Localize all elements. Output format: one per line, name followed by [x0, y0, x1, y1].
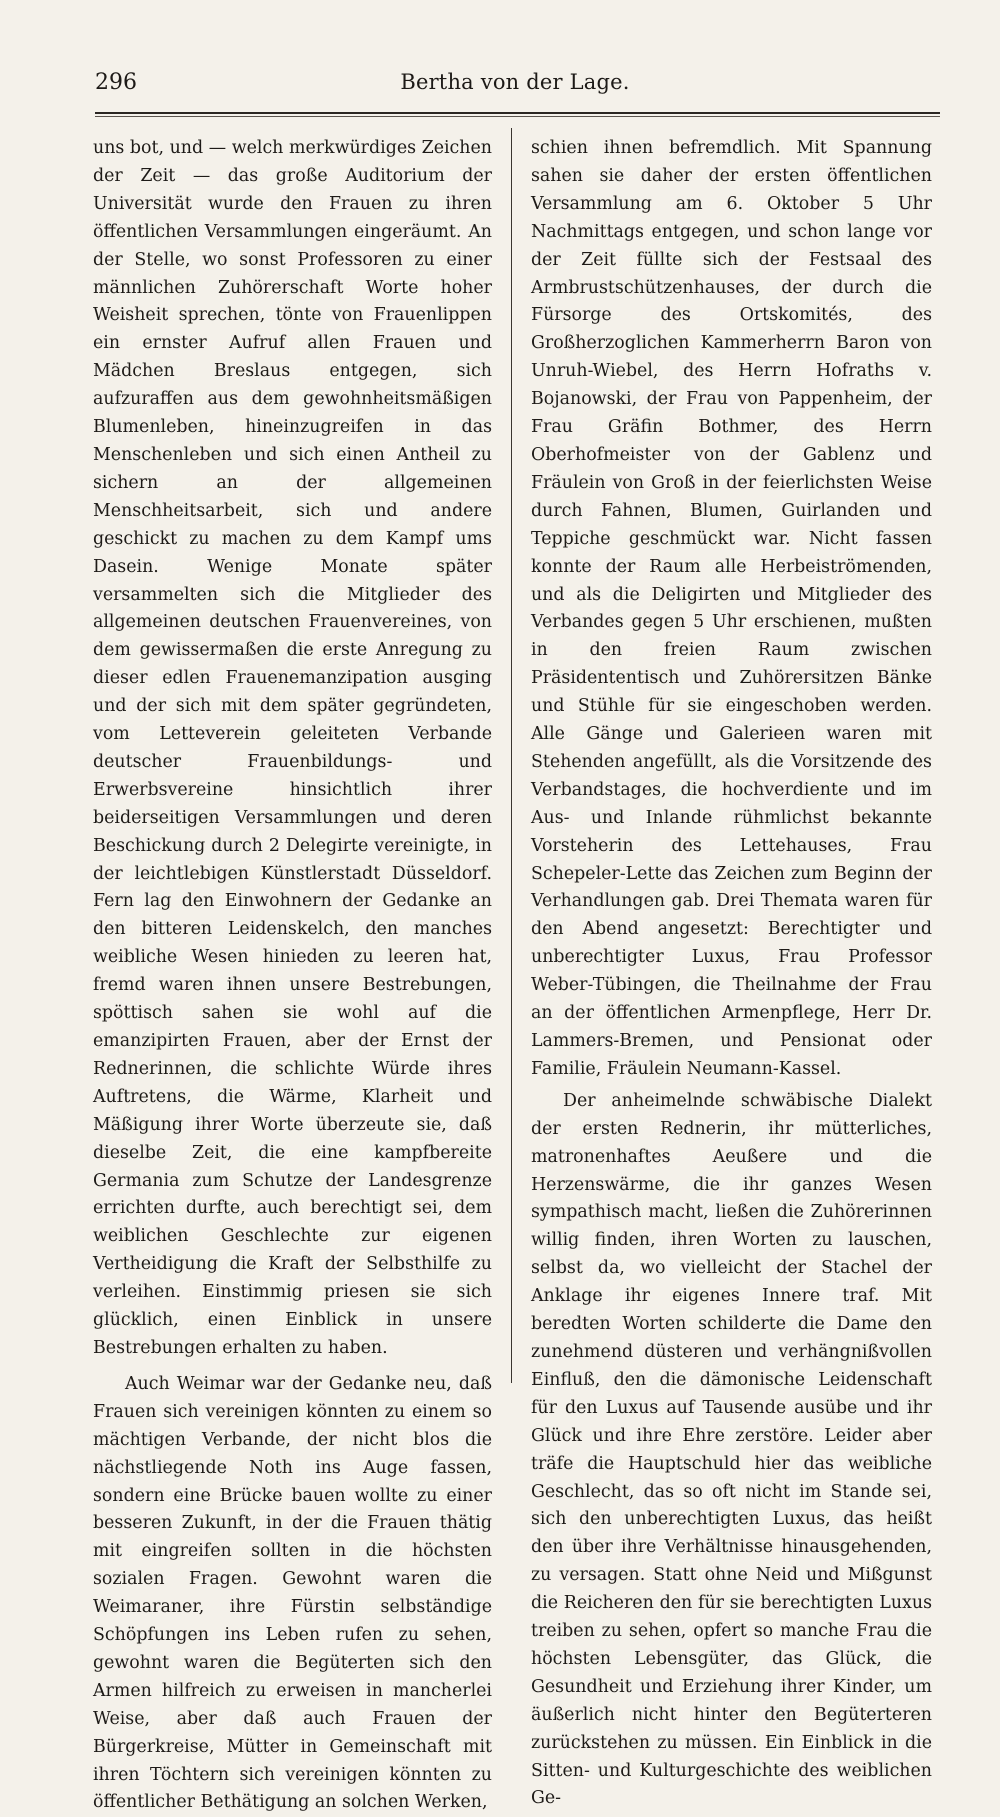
column-divider	[511, 128, 512, 1383]
header-rule	[95, 112, 940, 114]
paragraph: uns bot, und — welch merkwürdiges Zeichen der Zeit — das große Auditorium der Universität wurde den Frauen zu ihren öffentlichen Versammlungen eingeräumt. An der Stelle, wo sonst Professoren zu einer männlichen Zuhörerschaft Worte hoher Weisheit sprechen, tönte von Frauenlippen ein ernster Aufruf allen Frauen und Mädchen Breslaus entgegen, sich aufzuraffen aus dem gewohnheitsmäßigen Blumenleben, hineinzugreifen in das Menschenleben und sich einen Antheil zu sichern an der allgemeinen Menschheitsarbeit, sich und andere geschickt zu machen zu dem Kampf ums Dasein. Wenige Monate später versammelten sich die Mitglieder des allgemeinen deutschen Frauenvereines, von dem gewissermaßen die erste Anregung zu dieser edlen Frauenemanzipation ausging und der sich mit dem später gegründeten, vom Letteverein geleiteten Verbande deutscher Frauenbildungs- und Erwerbsvereine hinsichtlich ihrer beiderseitigen Versammlungen und deren Beschickung durch 2 Delegirte vereinigte, in der leichtlebigen Künstlerstadt Düsseldorf. Fern lag den Einwohnern der Gedanke an den bitteren Leidenskelch, den manches weibliche Wesen hinieden zu leeren hat, fremd waren ihnen unsere Bestrebungen, spöttisch sahen sie wohl auf die emanzipirten Frauen, aber der Ernst der Rednerinnen, die schlichte Würde ihres Auftretens, die Wärme, Klarheit und Mäßigung ihrer Worte überzeute sie, daß dieselbe Zeit, die eine kampfbereite Germania zum Schutze der Landesgrenze errichten durfte, auch berechtigt sei, dem weiblichen Geschlechte zur eigenen Vertheidigung die Kraft der Selbsthilfe zu verleihen. Einstimmig priesen sie sich glücklich, einen Einblick in unsere Bestrebungen erhalten zu haben.	[93, 138, 492, 1358]
right-column	[531, 135, 932, 1813]
running-title: Bertha von der Lage.	[400, 70, 630, 94]
page-number: 296	[95, 70, 137, 95]
left-column	[93, 135, 492, 1817]
header-rule-thin	[95, 116, 940, 117]
paragraph: Auch Weimar war der Gedanke neu, daß Frauen sich vereinigen könnten zu einem so mächtigen Verbande, der nicht blos die nächstliegende Noth ins Auge fassen, sondern eine Brücke bauen wollte zu einer besseren Zukunft, in der die Frauen thätig mit eingreifen sollten in die höchsten sozialen Fragen. Gewohnt waren die Weimaraner, ihre Fürstin selbständige Schöpfungen ins Leben rufen zu sehen, gewohnt waren die Begüterten sich den Armen hilfreich zu erweisen in mancherlei Weise, aber daß auch Frauen der Bürgerkreise, Mütter in Gemeinschaft mit ihren Töchtern sich vereinigen könnten zu öffentlicher Bethätigung an solchen Werken,	[93, 1373, 492, 1813]
page-header	[95, 70, 935, 106]
paragraph: schien ihnen befremdlich. Mit Spannung sahen sie daher der ersten öffentlichen Versammlung am 6. Oktober 5 Uhr Nachmittags entgegen, und schon lange vor der Zeit füllte sich der Festsaal des Armbrustschützenhauses, der durch die Fürsorge des Ortskomités, des Großherzoglichen Kammerherrn Baron von Unruh-Wiebel, des Herrn Hofraths v. Bojanowski, der Frau von Pappenheim, der Frau Gräfin Bothmer, des Herrn Oberhofmeister von der Gablenz und Fräulein von Groß in der feierlichsten Weise durch Fahnen, Blumen, Guirlanden und Teppiche geschmückt war. Nicht fassen konnte der Raum alle Herbeiströmenden, und als die Deligirten und Mitglieder des Verbandes gegen 5 Uhr erschienen, mußten in den freien Raum zwischen Präsidententisch und Zuhörersitzen Bänke und Stühle für sie eingeschoben werden. Alle Gänge und Galerieen waren mit Stehenden angefüllt, als die Vorsitzende des Verbandstages, die hochverdiente und im Aus- und Inlande rühmlichst bekannte Vorsteherin des Lettehauses, Frau Schepeler-Lette das Zeichen zum Beginn der Verhandlungen gab. Drei Themata waren für den Abend angesetzt: Berechtigter und unberechtigter Luxus, Frau Professor Weber-Tübingen, die Theilnahme der Frau an der öffentlichen Armenpflege, Herr Dr. Lammers-Bremen, und Pensionat oder Familie, Fräulein Neumann-Kassel.	[531, 138, 932, 1079]
paragraph: Der anheimelnde schwäbische Dialekt der ersten Rednerin, ihr mütterliches, matronenhaftes Aeußere und die Herzenswärme, die ihr ganzes Wesen sympathisch macht, ließen die Zuhörerinnen willig finden, ihren Worten zu lauschen, selbst da, wo vielleicht der Stachel der Anklage ihr eigenes Innere traf. Mit beredten Worten schilderte die Dame den zunehmend düsteren und verhängnißvollen Einfluß, den die dämonische Leidenschaft für den Luxus auf Tausende ausübe und ihr Glück und ihre Ehre zerstöre. Leider aber träfe die Hauptschuld hier das weibliche Geschlecht, das so oft nicht im Stande sei, sich den unberechtigten Luxus, das heißt den über ihre Verhältnisse hinausgehenden, zu versagen. Statt ohne Neid und Mißgunst die Reicheren den für sie berechtigten Luxus treiben zu sehen, opfert so manche Frau die höchsten Lebensgüter, das Glück, die Gesundheit und Erziehung ihrer Kinder, um äußerlich nicht hinter den Begüterteren zurückstehen zu müssen. Ein Einblick in die Sitten- und Kulturgeschichte des weiblichen Ge-	[531, 1090, 932, 1809]
